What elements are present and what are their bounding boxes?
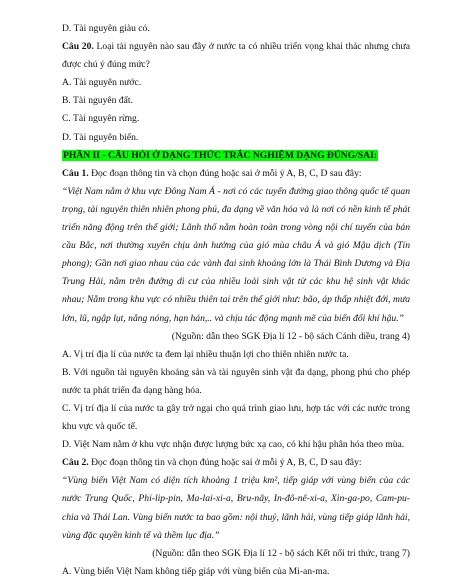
section-heading-wrap [62,147,410,165]
question-2-label: Câu 2. [62,457,89,469]
question-2 [62,454,410,472]
q20-option-b: B. Tài nguyên đất. [62,95,133,107]
question-1-prompt: Đọc đoạn thông tin và chọn đúng hoặc sai ở mỗi ý A, B, C, D sau đây: [91,167,362,179]
question-1-label: Câu 1. [62,167,89,179]
question-1 [62,165,410,183]
question-2-prompt: Đọc đoạn thông tin và chọn đúng hoặc sai ở mỗi ý A, B, C, D sau đây: [91,457,362,469]
question-20 [62,38,410,74]
question-1-source: (Nguồn: dẫn theo SGK Địa lí 12 - bộ sách Cánh diều, trang 4) [171,330,410,342]
q20-option-a: A. Tài nguyên nước. [62,77,142,89]
question-2-source: (Nguồn: dẫn theo SGK Địa lí 12 - bộ sách Kết nối tri thức, trang 7) [152,547,410,559]
q1-option-b: B. Với nguồn tài nguyên khoáng sản và tài nguyên sinh vật đa dạng, phong phú cho phép nước ta phát triển đa dạng hàng hóa. [62,366,410,396]
q2-option-a: A. Vùng biển Việt Nam không tiếp giáp với vùng biển của Mi-an-ma. [62,565,330,577]
question-20-text: Loại tài nguyên nào sau đây ở nước ta có nhiều triển vọng khai thác nhưng chưa được chú ý đúng mức? [62,41,411,71]
q1-option-a: A. Vị trí địa lí của nước ta đem lại nhiều thuận lợi cho thiên nhiên nước ta. [62,348,349,360]
section-heading: PHẦN II - CÂU HỎI Ở DẠNG THỨC TRẮC NGHIỆM DẠNG ĐÚNG/SAI: [63,149,378,161]
question-2-quote: “Vùng biển Việt Nam có diện tích khoảng 1 triệu km², tiếp giáp với vùng biển của các nước Trung Quốc, Phi-lip-pin, Ma-lai-xi-a, Bru-nây, In-đô-nê-xi-a, Xin-ga-po, Cam-pu-chia và Thái Lan. Vùng biển nước ta bao gồm: nội thuỷ, lãnh hải, vùng tiếp giáp lãnh hải, vùng đặc quyền kinh tế và thềm lục địa.” [62,475,410,541]
question-20-label: Câu 20. [62,41,94,53]
q1-option-d: D. Việt Nam nằm ở khu vực nhận được lượng bức xạ cao, có khí hậu phân hóa theo mùa. [62,439,405,451]
q1-option-c: C. Vị trí địa lí của nước ta gây trở ngại cho quá trình giao lưu, hợp tác với các nước trong khu vực và quốc tế. [62,402,410,433]
prev-option-d: D. Tài nguyên giàu có. [62,23,150,34]
question-1-quote: “Việt Nam nằm ở khu vực Đông Nam Á - nơi có các tuyến đường giao thông quốc tế quan trọng, tài nguyên thiên nhiên phong phú, đa dạng về văn hóa và là nơi có nền kinh tế phát triển năng động trên thế giới; Lãnh thổ nằm hoàn toàn trong vòng nội chí tuyến của bán cầu Bắc, nơi thường xuyên chịu ảnh hưởng của gió mùa châu Á và gió Mậu dịch (Tín phong); Gần nơi giao nhau của các vành đai sinh khoáng lớn là Thái Bình Dương và Địa Trung Hải, nằm trên đường di cư của nhiều loài sinh vật từ các khu hệ sinh vật khác nhau; Nằm trong khu vực có nhiều thiên tai trên thế giới như: bão, áp thấp nhiệt đới, mưa lớn, lũ, ngập lụt, nắng nóng, hạn hán,.. và chịu tác động mạnh mẽ của biến đổi khí hậu.” [62,185,410,324]
q20-option-d: D. Tài nguyên biển. [62,131,139,143]
q20-option-c: C. Tài nguyên rừng. [62,113,140,125]
